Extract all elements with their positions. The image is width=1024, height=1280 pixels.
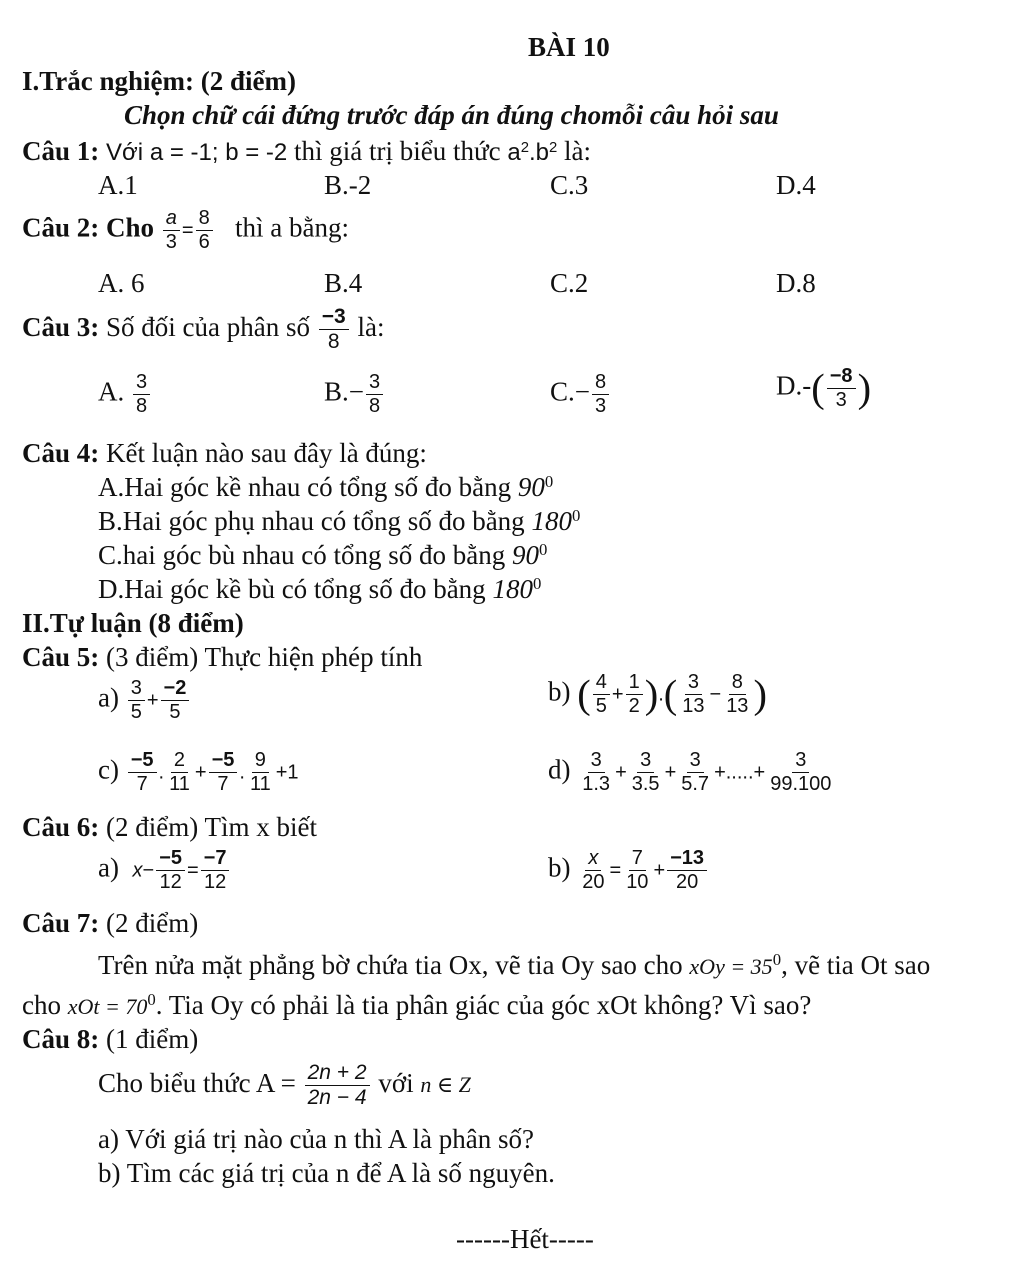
fraction: $\frac{-5}{12}$ xyxy=(156,848,185,893)
question-1-text-a: Với xyxy=(106,139,144,166)
fraction: $\frac{8}{3}$ xyxy=(592,372,609,417)
question-5 xyxy=(22,644,422,671)
power-dot-b: .b xyxy=(529,139,550,166)
page-title: BÀI 10 xyxy=(528,32,610,62)
fraction: $\frac{-5}{7}$ xyxy=(128,750,157,795)
question-6-part-a: a) x− $\frac{-5}{12}$ = $\frac{-7}{12}$ xyxy=(98,848,231,893)
footer-end: ------Hết----- xyxy=(456,1224,594,1254)
question-4-option-c[interactable]: C.hai góc bù nhau có tổng số đo bằng $90^0$ xyxy=(98,539,548,570)
question-2-option-b[interactable]: B.4 xyxy=(324,268,363,298)
question-2-tail: thì a bằng: xyxy=(234,212,349,243)
power-base-a: a xyxy=(507,139,521,166)
question-1-expr: a = -1; b = -2 xyxy=(149,139,288,166)
fraction: $\frac{3}{8}$ xyxy=(366,372,383,417)
fraction: $\frac{8}{6}$ xyxy=(196,208,213,253)
question-7-label: Câu 7: xyxy=(22,908,100,938)
question-4-option-d[interactable]: D.Hai góc kề bù có tổng số đo bằng $180^0$ xyxy=(98,573,542,604)
fraction: $\frac{4}{5}$ xyxy=(593,672,610,717)
question-1-power-expr xyxy=(507,139,557,166)
question-8-text: (1 điểm) xyxy=(106,1024,199,1054)
question-7 xyxy=(22,910,198,937)
question-3-label: Câu 3: xyxy=(22,311,100,342)
fraction: $\frac{x}{20}$ xyxy=(582,847,605,893)
question-3 xyxy=(22,306,384,353)
question-5-part-c: c) $\frac{-5}{7}$ . $\frac{2}{11}$ + $\frac{-5}{7}$ . $\frac{9}{11}$ +1 xyxy=(98,749,299,795)
question-4-option-a[interactable]: A.Hai góc kề nhau có tổng số đo bằng $90^0$ xyxy=(98,471,554,502)
question-3-option-b[interactable]: B.− $\frac{3}{8}$ xyxy=(324,372,385,417)
fraction: $\frac{3}{99.100}$ xyxy=(770,749,832,795)
fraction: $\frac{2}{11}$ xyxy=(169,749,190,795)
question-4-text: Kết luận nào sau đây là đúng: xyxy=(106,438,427,468)
question-3-text: Số đối của phân số xyxy=(106,311,310,342)
fraction: $\frac{8}{13}$ xyxy=(726,671,749,717)
fraction: $\frac{7}{10}$ xyxy=(626,847,649,893)
question-6-label: Câu 6: xyxy=(22,812,100,842)
question-5-part-a: a) $\frac{3}{5}$ + $\frac{-2}{5}$ xyxy=(98,678,191,723)
question-7-line-2: cho xOt = $70^0$. Tia Oy có phải là tia phân giác của góc xOt không? Vì sao? xyxy=(22,989,812,1020)
fraction: $\frac{1}{2}$ xyxy=(626,672,643,717)
question-2-option-d[interactable]: D.8 xyxy=(776,268,816,298)
question-6-part-b: b) $\frac{x}{20}$ = $\frac{7}{10}$ + $\frac{-13}{20}$ xyxy=(548,848,709,893)
question-8-part-a: a) Với giá trị nào của n thì A là phân số? xyxy=(98,1124,534,1154)
fraction: $\frac{3}{5.7}$ xyxy=(681,749,710,795)
section-1-instruction: Chọn chữ cái đứng trước đáp án đúng chomỗi câu hỏi sau xyxy=(124,100,779,130)
fraction: $\frac{9}{11}$ xyxy=(249,749,271,795)
question-2: Câu 2: Cho $\frac{a}{3}$ = $\frac{8}{6}$ thì a bằng: xyxy=(22,207,349,253)
fraction: $\frac{-8}{3}$ xyxy=(827,366,856,411)
question-5-label: Câu 5: xyxy=(22,642,100,672)
question-6 xyxy=(22,814,317,841)
fraction: $\frac{3}{3.5}$ xyxy=(631,749,660,795)
question-1-text-b: thì giá trị biểu thức xyxy=(294,136,501,166)
fraction: $\frac{-7}{12}$ xyxy=(201,848,230,893)
question-1-option-d[interactable]: D.4 xyxy=(776,170,816,200)
question-1-label: Câu 1: xyxy=(22,136,100,166)
fraction: $\frac{a}{3}$ xyxy=(163,208,180,253)
question-5-part-d: d) $\frac{3}{1.3}$ + $\frac{3}{3.5}$ + $\frac{3}{5.7}$ +.....+ $\frac{3}{99.100}$ xyxy=(548,750,836,795)
question-8 xyxy=(22,1026,198,1053)
angle-xoy: xOy = 35 xyxy=(689,954,773,979)
question-2-option-a[interactable]: A. 6 xyxy=(98,268,145,298)
fraction: $\frac{-13}{20}$ xyxy=(667,848,707,893)
question-1-text-c: là: xyxy=(564,136,592,166)
question-3-tail: là: xyxy=(357,311,385,342)
question-3-option-d[interactable]: D.-( $\frac{-8}{3}$ ) xyxy=(776,365,872,411)
question-4 xyxy=(22,440,427,467)
question-3-option-a[interactable]: A. $\frac{3}{8}$ xyxy=(98,372,152,417)
fraction: $\frac{-5}{7}$ xyxy=(209,750,238,795)
fraction: $\frac{-3}{8}$ xyxy=(319,306,349,353)
question-5-text: (3 điểm) Thực hiện phép tính xyxy=(106,642,423,672)
angle-xot: xOt = 70 xyxy=(67,994,148,1019)
question-8-label: Câu 8: xyxy=(22,1024,100,1054)
question-2-label: Câu 2: Cho xyxy=(22,212,155,243)
fraction: $\frac{3}{5}$ xyxy=(128,678,145,723)
question-2-option-c[interactable]: C.2 xyxy=(550,268,589,298)
section-1-heading: I.Trắc nghiệm: (2 điểm) xyxy=(22,66,296,96)
question-7-line-1: Trên nửa mặt phẳng bờ chứa tia Ox, vẽ tia Oy sao cho xOy = $35^0$, vẽ tia Ot sao xyxy=(98,949,931,980)
question-1 xyxy=(22,138,591,165)
question-6-text: (2 điểm) Tìm x biết xyxy=(106,812,317,842)
fraction: $\frac{3}{1.3}$ xyxy=(582,749,611,795)
question-1-option-c[interactable]: C.3 xyxy=(550,170,589,200)
question-8-part-b: b) Tìm các giá trị của n để A là số nguyên. xyxy=(98,1158,555,1188)
power-exp-a: 2 xyxy=(520,139,529,156)
fraction: $\frac{2n + 2}{2n - 4}$ xyxy=(305,1062,370,1109)
question-5-part-b: b) ( $\frac{4}{5}$ + $\frac{1}{2}$ ).( $\frac{3}{13}$ − $\frac{8}{13}$ ) xyxy=(548,671,767,717)
question-4-label: Câu 4: xyxy=(22,438,100,468)
fraction: $\frac{-2}{5}$ xyxy=(161,678,190,723)
power-exp-b: 2 xyxy=(549,139,558,156)
section-2-heading: II.Tự luận (8 điểm) xyxy=(22,608,244,638)
question-4-option-b[interactable]: B.Hai góc phụ nhau có tổng số đo bằng $180^0$ xyxy=(98,505,581,536)
question-1-option-a[interactable]: A.1 xyxy=(98,170,138,200)
question-8-expression: Cho biểu thức A = $\frac{2n + 2}{2n - 4}$ với n ∈ Z xyxy=(98,1061,471,1110)
fraction: $\frac{3}{8}$ xyxy=(133,372,150,417)
fraction: $\frac{3}{13}$ xyxy=(682,671,705,717)
question-7-text: (2 điểm) xyxy=(106,908,199,938)
question-1-option-b[interactable]: B.-2 xyxy=(324,170,372,200)
question-3-option-c[interactable]: C.− $\frac{8}{3}$ xyxy=(550,372,611,417)
